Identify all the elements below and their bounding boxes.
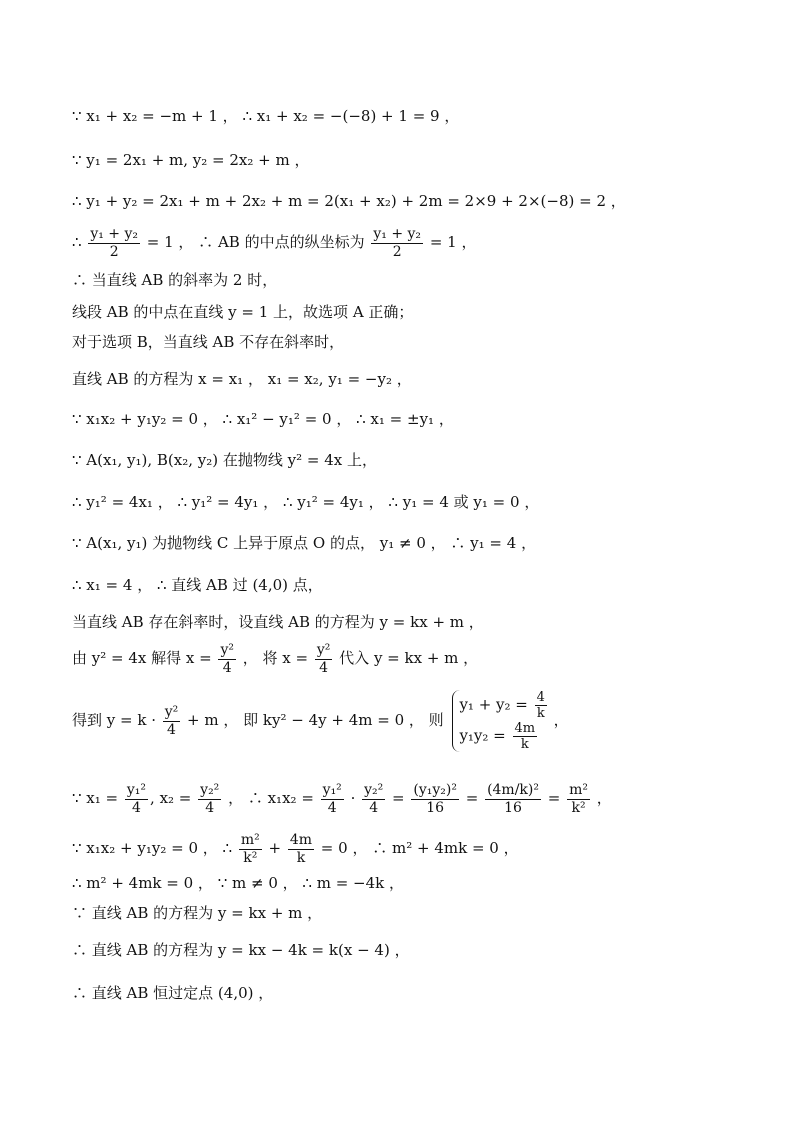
line-4-middle: = 1 ， ∴ AB 的中点的纵坐标为	[142, 233, 370, 251]
fraction: $\frac{\text{y²}}{4}$	[220, 641, 234, 676]
text-line-20: ∵ 直线 AB 的方程为 y = kx + m ，	[72, 904, 323, 922]
text-line-17: ∵ x₁ = $\frac{\text{y₁²}}{4}$ , x₂ = $\frac{\text{y₂²}}{4}$ ， ∴ x₁x₂ = $\frac{\text{y₁²}}{4}$ · $\frac{\text{y₂²}}{4}$ = $\frac{\text{(y₁y₂)²}}{16}$ = $\frac{\text{(4m/k)²}}{16}$ = $\frac{\text{m²}}{\text{k²}}$ ，	[72, 781, 612, 816]
text-line-1: ∵ x₁ + x₂ = −m + 1 ， ∴ x₁ + x₂ = −(−8) + 1 = 9 ，	[72, 107, 460, 125]
text-line-21: ∴ 直线 AB 的方程为 y = kx − 4k = k(x − 4) ，	[72, 941, 410, 959]
text-line-7: 对于选项 B，当直线 AB 不存在斜率时，	[72, 333, 345, 351]
text-line-19: ∴ m² + 4mk = 0 ， ∵ m ≠ 0 ， ∴ m = −4k ，	[72, 874, 405, 892]
line-15-prefix: 由 y² = 4x 解得 x =	[72, 649, 217, 667]
text-line-11: ∴ y₁² = 4x₁ ， ∴ y₁² = 4y₁ ， ∴ y₁² = 4y₁ ， ∴ y₁ = 4 或 y₁ = 0 ，	[72, 493, 540, 511]
text-line-16	[72, 682, 753, 758]
text-line-6: 线段 AB 的中点在直线 y = 1 上，故选项 A 正确；	[72, 303, 414, 321]
text-line-3: ∴ y₁ + y₂ = 2x₁ + m + 2x₂ + m = 2(x₁ + x₂) + 2m = 2×9 + 2×(−8) = 2 ，	[72, 192, 626, 210]
line-16-middle: + m ， 即 ky² − 4y + 4m = 0 ， 则	[182, 711, 449, 729]
fraction: $\frac{\text{y₁ + y₂}}{2}$	[373, 225, 422, 260]
line-15-middle: ， 将 x =	[238, 649, 313, 667]
line-4-prefix: ∴	[72, 233, 87, 251]
fraction: $\frac{\text{y₁ + y₂}}{2}$	[90, 225, 138, 260]
text-line-12: ∵ A(x₁, y₁) 为抛物线 C 上异于原点 O 的点， y₁ ≠ 0 ， ∴ y₁ = 4 ，	[72, 534, 537, 552]
text-line-18: ∵ x₁x₂ + y₁y₂ = 0 ， ∴ $\frac{\text{m²}}{\text{k²}}$ + $\frac{4m}{k}$ = 0 ， ∴ m² + 4mk = 0 ，	[72, 831, 519, 866]
line-16-prefix: 得到 y = k ·	[72, 711, 161, 729]
equation-system: y₁ + y₂ = $\frac{4}{k}$ y₁y₂ = $\frac{4m}{k}$	[452, 690, 548, 752]
line-16-suffix: ，	[548, 711, 569, 729]
text-line-14: 当直线 AB 存在斜率时，设直线 AB 的方程为 y = kx + m ，	[72, 613, 484, 631]
line-15-suffix: 代入 y = kx + m ，	[334, 649, 479, 667]
text-line-5: ∴ 当直线 AB 的斜率为 2 时，	[72, 271, 278, 289]
text-line-22: ∴ 直线 AB 恒过定点 (4,0) ，	[72, 984, 274, 1002]
fraction: $\frac{\text{y²}}{4}$	[316, 641, 331, 676]
text-line-8: 直线 AB 的方程为 x = x₁ ， x₁ = x₂, y₁ = −y₂ ，	[72, 370, 412, 388]
text-line-9: ∵ x₁x₂ + y₁y₂ = 0 ， ∴ x₁² − y₁² = 0 ， ∴ x₁ = ±y₁ ，	[72, 410, 454, 428]
text-line-4	[72, 225, 753, 261]
fraction: $\frac{\text{y²}}{4}$	[164, 703, 179, 738]
line-4-suffix: = 1 ，	[425, 233, 477, 251]
text-line-2: ∵ y₁ = 2x₁ + m, y₂ = 2x₂ + m ，	[72, 151, 310, 169]
text-line-15	[72, 640, 753, 677]
text-line-10: ∵ A(x₁, y₁), B(x₂, y₂) 在抛物线 y² = 4x 上，	[72, 451, 378, 469]
text-line-13: ∴ x₁ = 4 ， ∴ 直线 AB 过 (4,0) 点，	[72, 576, 323, 594]
